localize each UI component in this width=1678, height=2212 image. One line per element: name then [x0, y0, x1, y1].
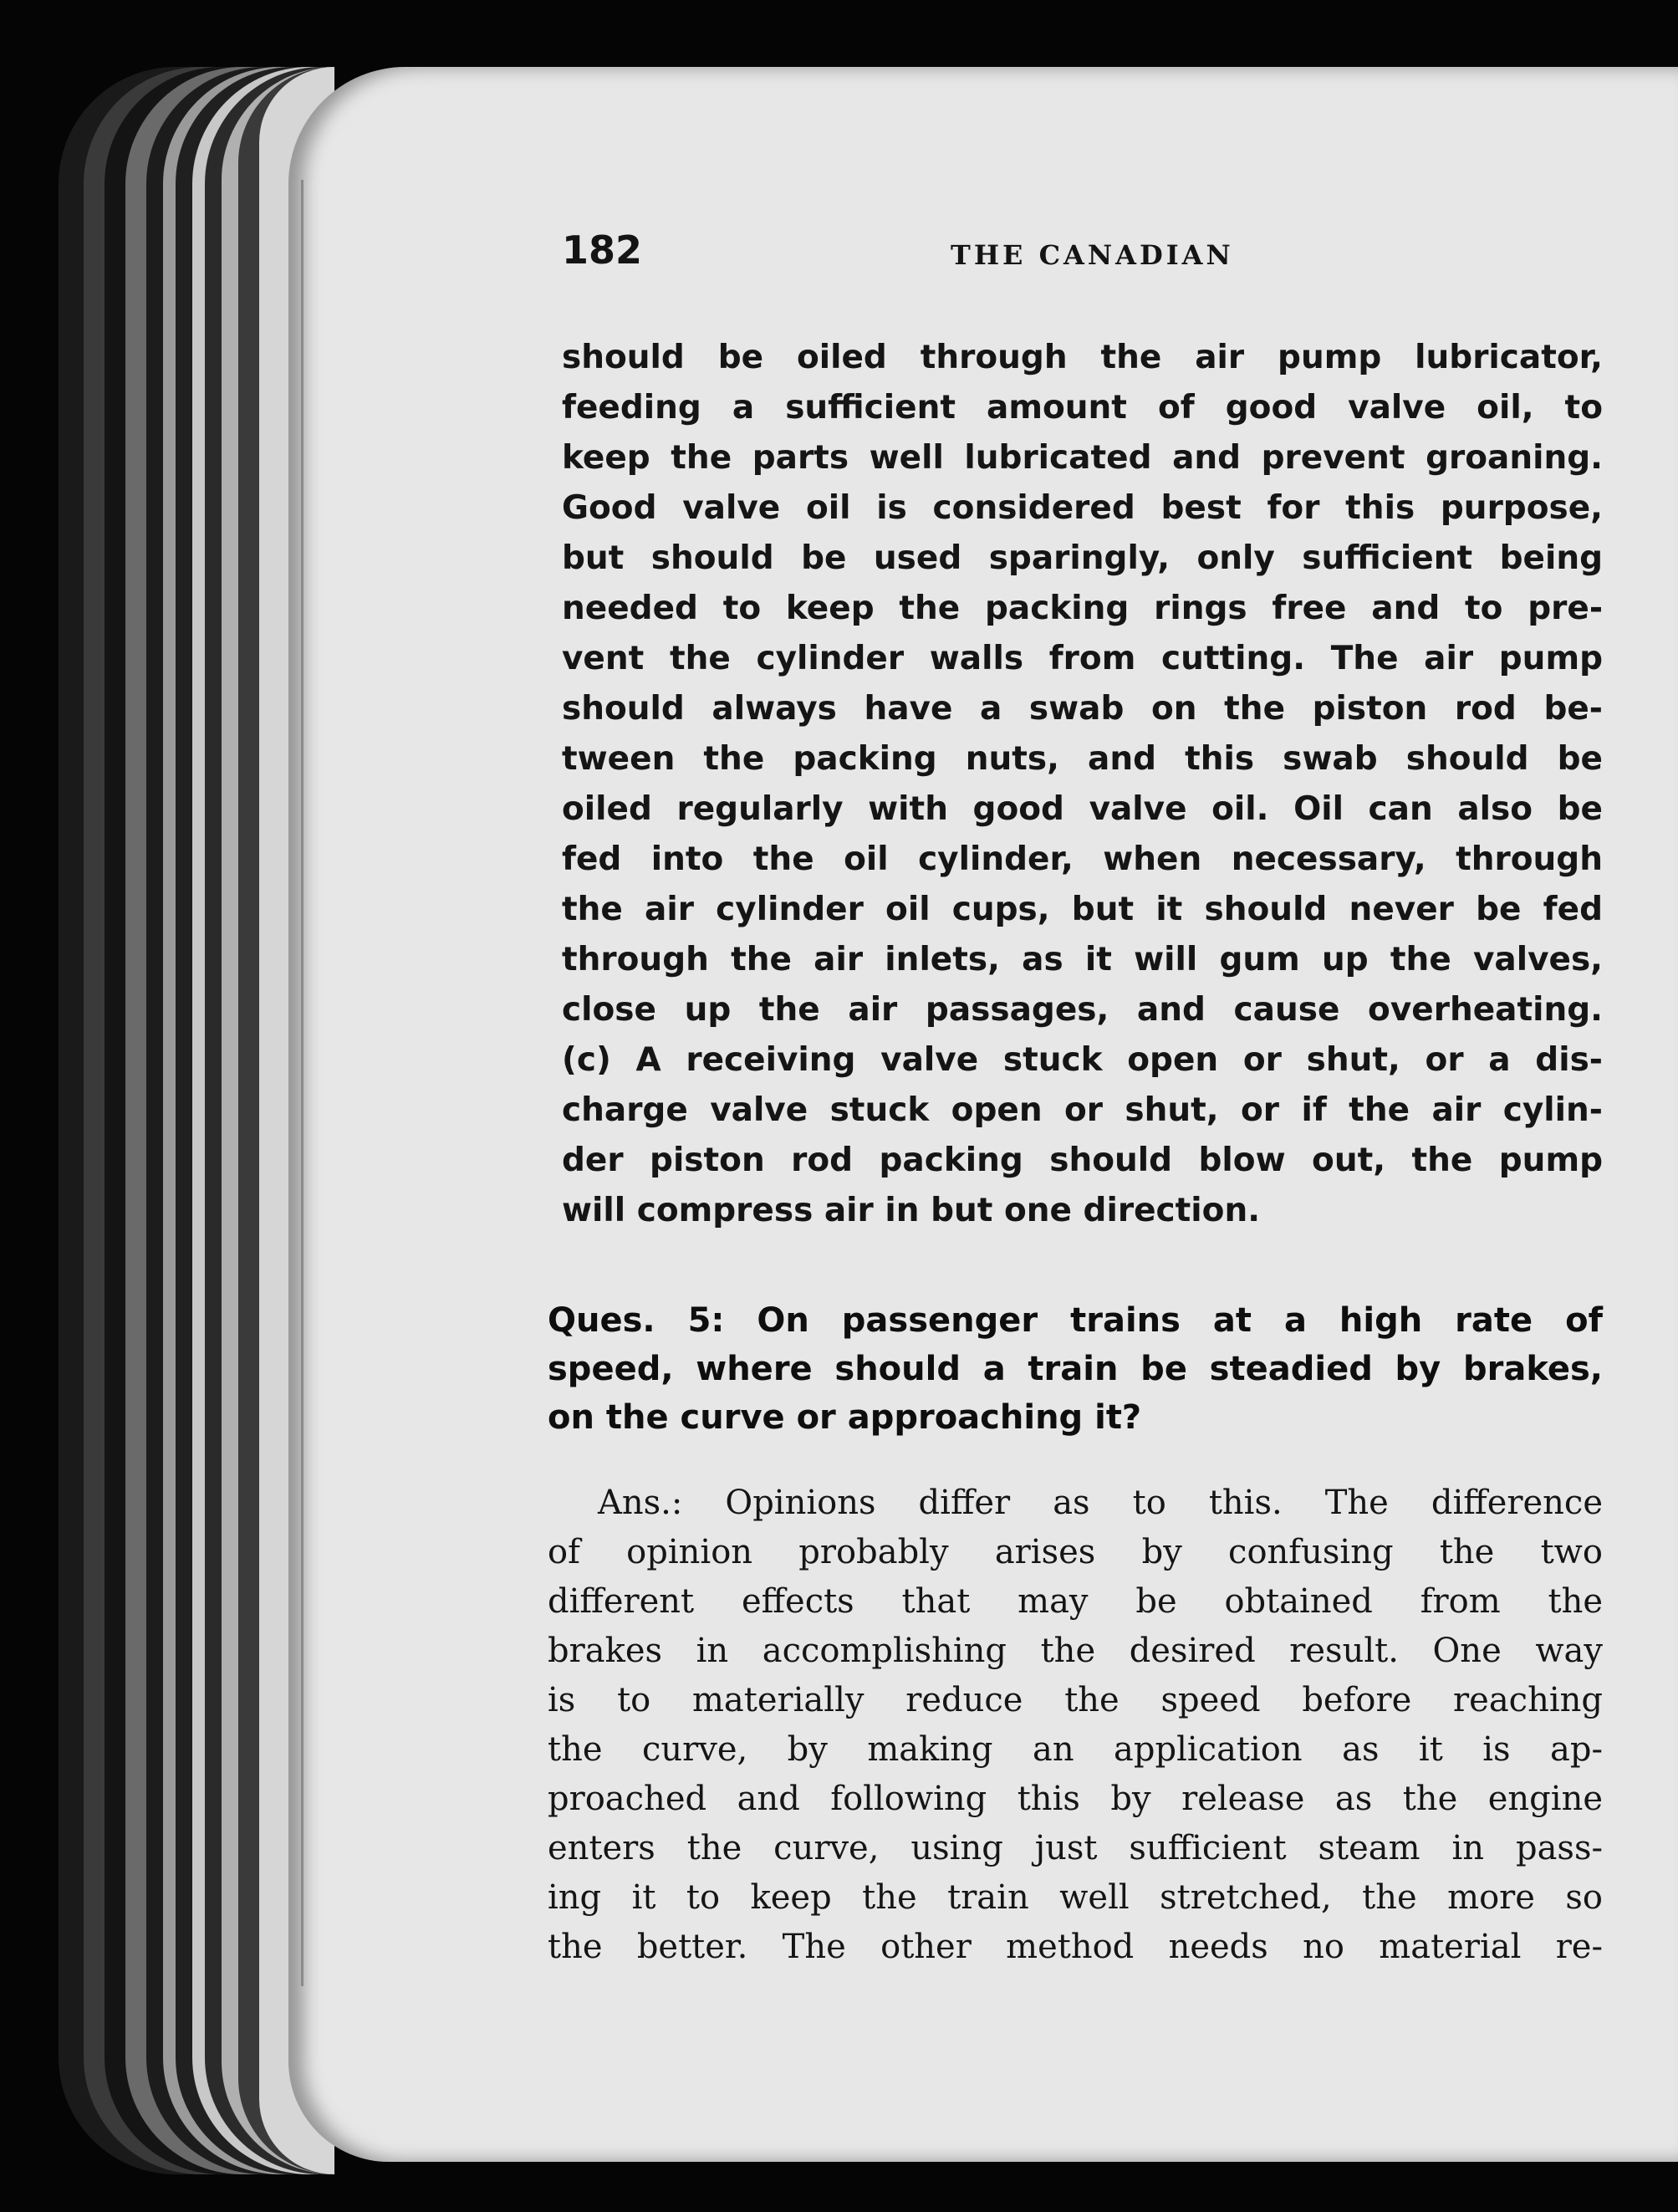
text-line: brakes in accomplishing the desired result. One way	[548, 1632, 1603, 1670]
text-line: tween the packing nuts, and this swab should be	[562, 740, 1603, 778]
text-line: through the air inlets, as it will gum up the valves,	[562, 941, 1603, 978]
text-line: but should be used sparingly, only sufficient being	[562, 539, 1603, 577]
text-line: should be oiled through the air pump lubricator,	[562, 339, 1603, 376]
text-line: enters the curve, using just sufficient steam in pass-	[548, 1829, 1603, 1867]
question-heading	[548, 1296, 1603, 1442]
text-line: the better. The other method needs no material re-	[548, 1928, 1603, 1966]
question-line: speed, where should a train be steadied by brakes,	[548, 1350, 1603, 1388]
page-number: 182	[562, 227, 643, 273]
text-line: charge valve stuck open or shut, or if the air cylin-	[562, 1091, 1603, 1129]
text-line: oiled regularly with good valve oil. Oil can also be	[562, 790, 1603, 828]
text-line: needed to keep the packing rings free and to pre-	[562, 590, 1603, 627]
text-line: fed into the oil cylinder, when necessary, through	[562, 840, 1603, 878]
question-line: Ques. 5: On passenger trains at a high rate of	[548, 1301, 1603, 1340]
body-paragraph-1	[562, 333, 1603, 1236]
text-line: vent the cylinder walls from cutting. The air pump	[562, 640, 1603, 677]
text-line: the air cylinder oil cups, but it should never be fed	[562, 891, 1603, 928]
running-head	[562, 227, 1607, 286]
question-line: on the curve or approaching it?	[548, 1398, 1142, 1437]
text-line: of opinion probably arises by confusing the two	[548, 1533, 1603, 1571]
text-line: der piston rod packing should blow out, the pump	[562, 1142, 1603, 1179]
running-title: THE CANADIAN	[951, 239, 1234, 271]
text-line: the curve, by making an application as it is ap-	[548, 1730, 1603, 1769]
answer-paragraph	[548, 1479, 1603, 1972]
text-line: keep the parts well lubricated and prevent groaning.	[562, 439, 1603, 477]
text-line: different effects that may be obtained from the	[548, 1582, 1603, 1621]
text-line: is to materially reduce the speed before reaching	[548, 1681, 1603, 1719]
text-line: Ans.: Opinions differ as to this. The difference	[598, 1484, 1603, 1522]
text-line: feeding a sufficient amount of good valve oil, to	[562, 389, 1603, 427]
text-line: ing it to keep the train well stretched, the more so	[548, 1878, 1603, 1917]
text-line: Good valve oil is considered best for this purpose,	[562, 489, 1603, 527]
text-line: proached and following this by release as the engine	[548, 1780, 1603, 1818]
text-line: (c) A receiving valve stuck open or shut, or a dis-	[562, 1041, 1603, 1079]
text-line: will compress air in but one direction.	[562, 1192, 1261, 1229]
page-gutter-line	[301, 180, 303, 1986]
text-line: close up the air passages, and cause overheating.	[562, 991, 1603, 1029]
text-line: should always have a swab on the piston rod be-	[562, 690, 1603, 728]
